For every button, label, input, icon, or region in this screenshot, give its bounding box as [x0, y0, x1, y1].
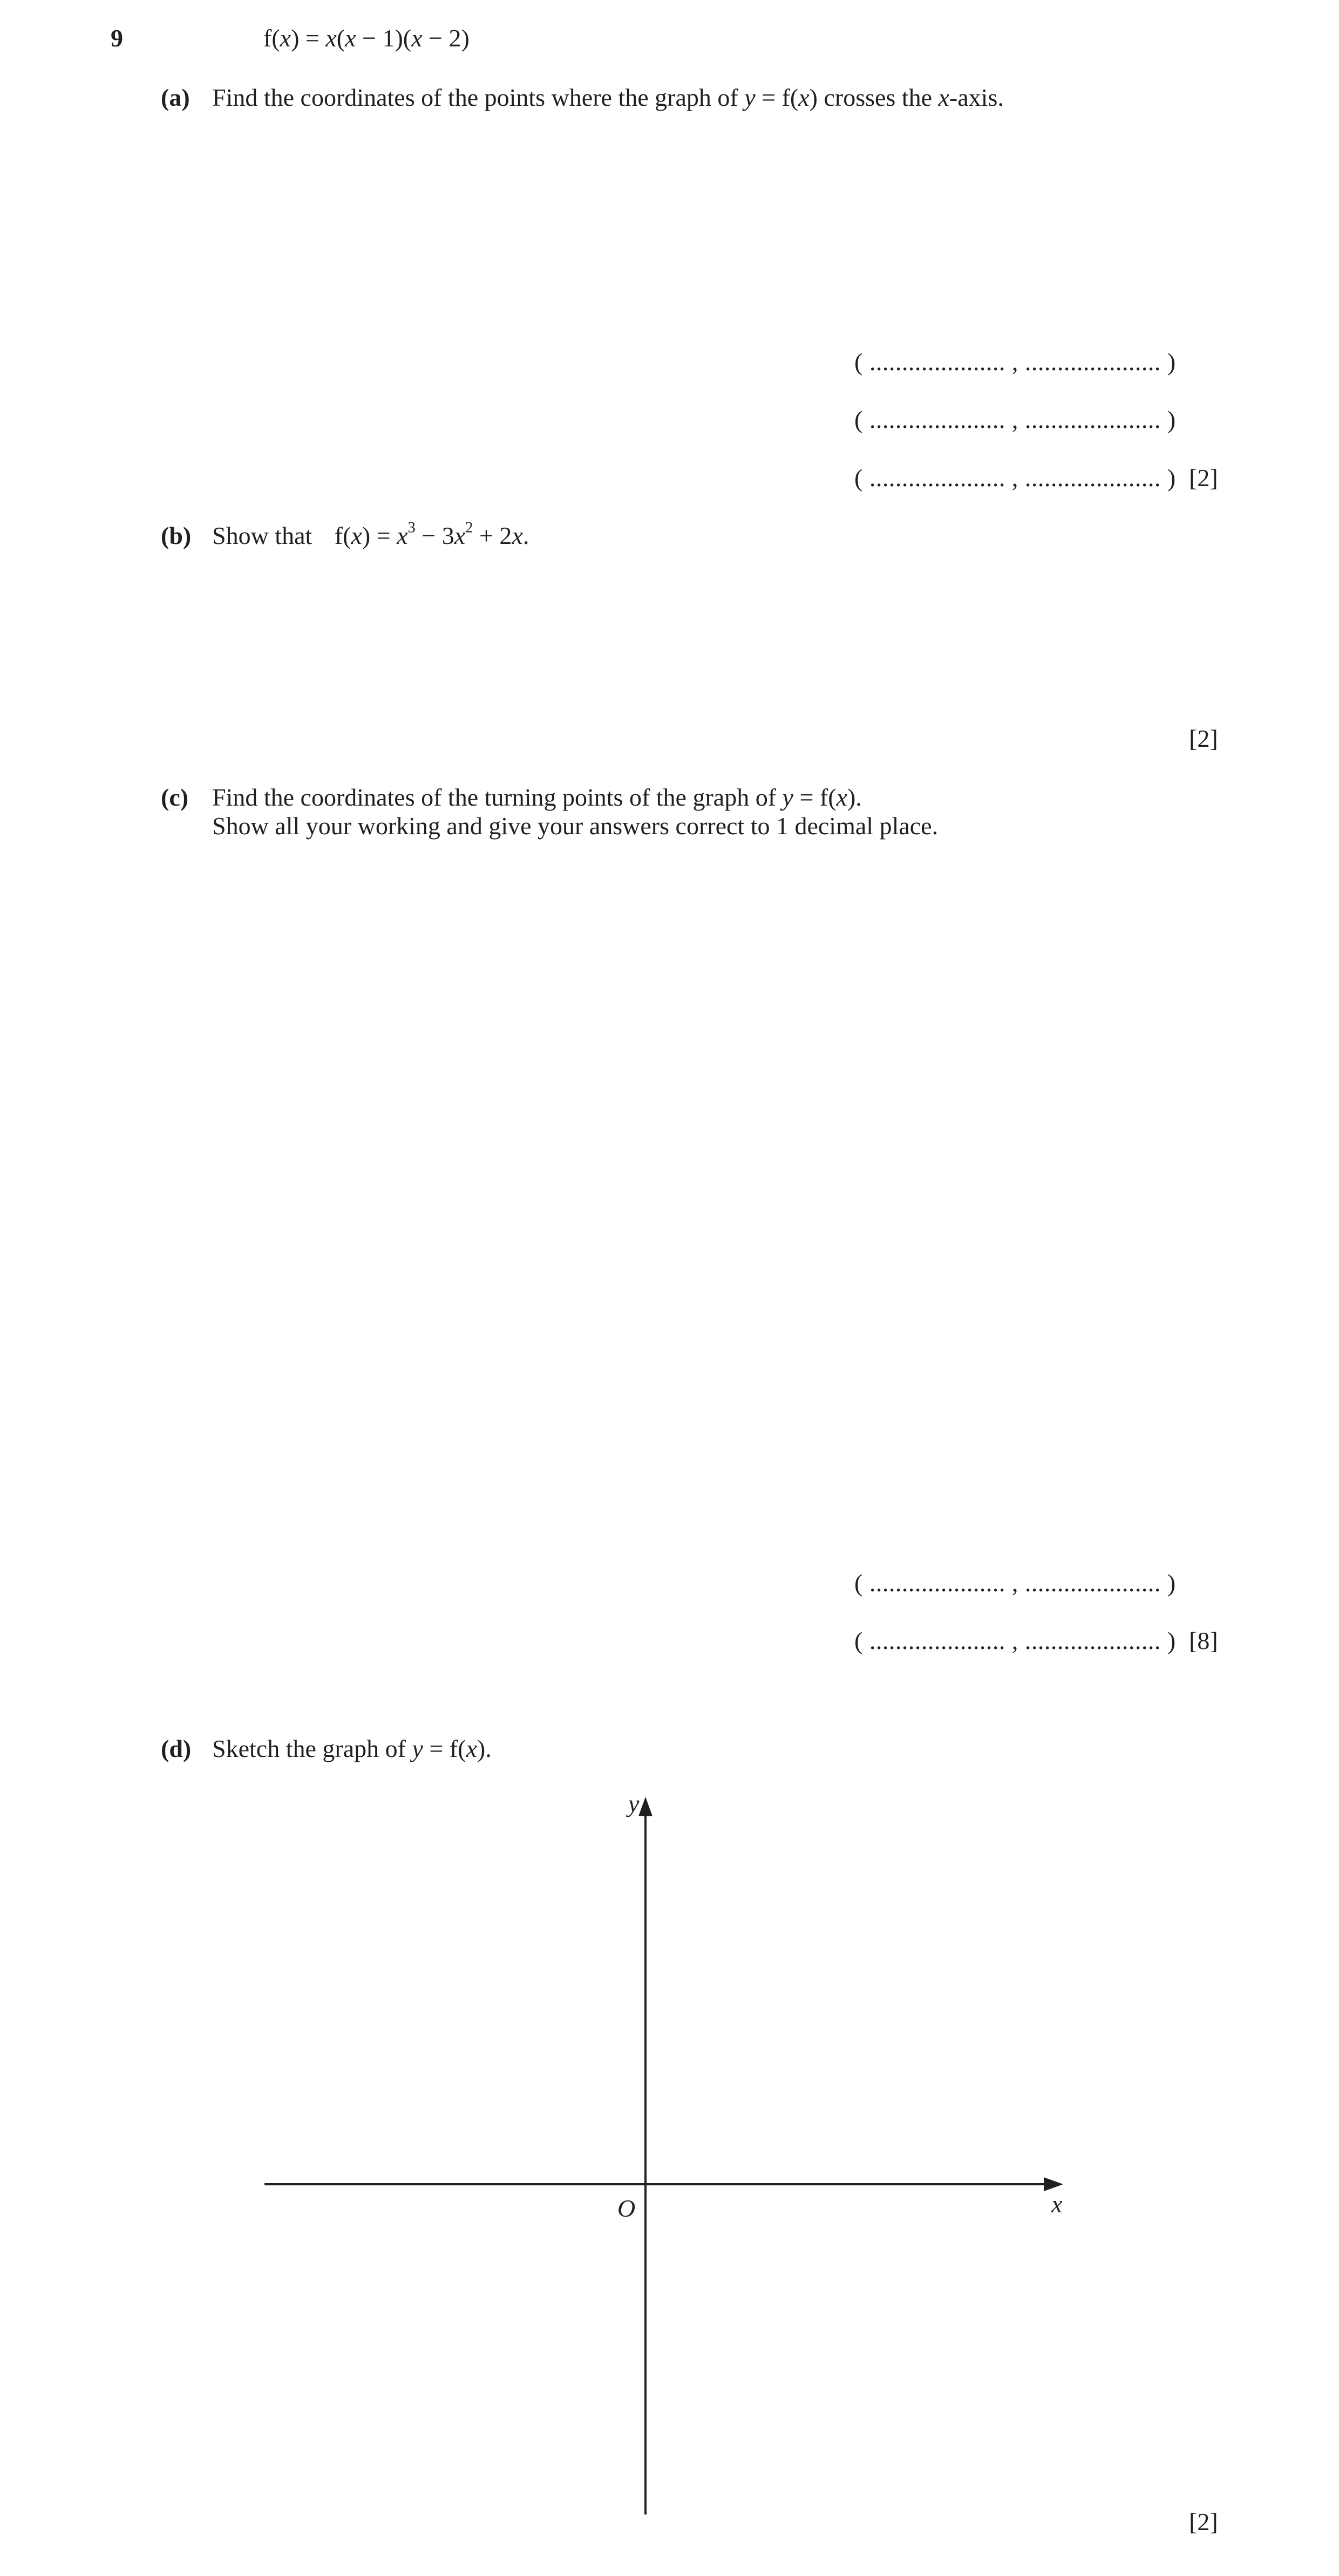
part-b-minus: − 3	[415, 522, 454, 549]
x-axis-arrowhead	[1044, 2177, 1063, 2191]
part-c-text-3: ).	[847, 783, 862, 811]
part-b-exp2: 2	[465, 519, 473, 536]
part-b-plus: + 2	[473, 522, 512, 549]
sketch-axes[interactable]	[259, 1781, 1079, 2536]
part-d-y: y	[412, 1735, 423, 1762]
part-a-x: x	[798, 84, 810, 111]
part-a-text-1: Find the coordinates of the points where the graph of	[212, 84, 745, 111]
part-b-x1: x	[351, 522, 362, 549]
part-d-text-3: ).	[477, 1735, 492, 1762]
part-a-answer-line-1[interactable]: ( ..................... , ..................... )	[854, 348, 1176, 376]
function-definition	[263, 24, 470, 53]
part-a-text-4: -axis.	[949, 84, 1004, 111]
def-x1: x	[280, 24, 291, 52]
part-b-f-open: f(	[334, 522, 351, 549]
part-c-question-line-1	[212, 783, 862, 812]
part-d-question	[212, 1735, 492, 1763]
x-axis-label: x	[1051, 2190, 1063, 2218]
def-x3: x	[345, 24, 356, 52]
part-d-label: (d)	[161, 1735, 192, 1762]
part-b-text-1: Show that	[212, 522, 318, 549]
part-a-answer-line-2[interactable]: ( ..................... , ..................... )	[854, 406, 1176, 433]
part-b-x4: x	[512, 522, 523, 549]
part-b-x3: x	[454, 522, 466, 549]
def-eq: ) =	[291, 24, 326, 52]
part-d-text-2: = f(	[423, 1735, 466, 1762]
def-x2: x	[325, 24, 337, 52]
y-axis-arrowhead	[638, 1797, 652, 1816]
def-f-open: f(	[263, 24, 280, 52]
def-x4: x	[411, 24, 423, 52]
part-d-x: x	[466, 1735, 477, 1762]
part-c-question-line-2: Show all your working and give your answers correct to 1 decimal place.	[212, 812, 939, 840]
part-c-text-1: Find the coordinates of the turning points of the graph of	[212, 783, 783, 811]
part-c-y: y	[782, 783, 793, 811]
def-minus1: − 1)(	[356, 24, 412, 52]
part-a-y: y	[744, 84, 756, 111]
part-c-answer-line-1[interactable]: ( ..................... , ..................... )	[854, 1569, 1176, 1597]
question-number: 9	[111, 24, 123, 52]
part-b-question	[212, 519, 529, 550]
def-open1: (	[336, 24, 345, 52]
part-c-answer-line-2[interactable]: ( ..................... , ..................... )	[854, 1627, 1176, 1654]
part-c-text-2: = f(	[793, 783, 837, 811]
part-d-text-1: Sketch the graph of	[212, 1735, 412, 1762]
part-a-label: (a)	[161, 84, 190, 111]
part-a-text-3: ) crosses the	[809, 84, 939, 111]
part-d-marks: [2]	[1189, 2508, 1218, 2536]
part-a-text-2: = f(	[755, 84, 799, 111]
part-a-question	[212, 84, 1004, 112]
part-a-axis-x: x	[938, 84, 949, 111]
part-c-label: (c)	[161, 783, 189, 811]
part-b-exp3: 3	[407, 519, 416, 536]
def-minus2: − 2)	[422, 24, 470, 52]
origin-label: O	[617, 2195, 636, 2222]
part-b-marks: [2]	[1189, 725, 1218, 752]
part-a-marks: [2]	[1189, 464, 1218, 492]
part-c-marks: [8]	[1189, 1627, 1218, 1654]
y-axis-label: y	[628, 1790, 640, 1817]
part-b-x2: x	[397, 522, 408, 549]
part-b-dot: .	[522, 522, 529, 549]
part-b-eq: ) =	[362, 522, 397, 549]
part-c-x: x	[836, 783, 847, 811]
part-a-answer-line-3[interactable]: ( ..................... , ..................... )	[854, 464, 1176, 492]
part-b-label: (b)	[161, 522, 192, 549]
